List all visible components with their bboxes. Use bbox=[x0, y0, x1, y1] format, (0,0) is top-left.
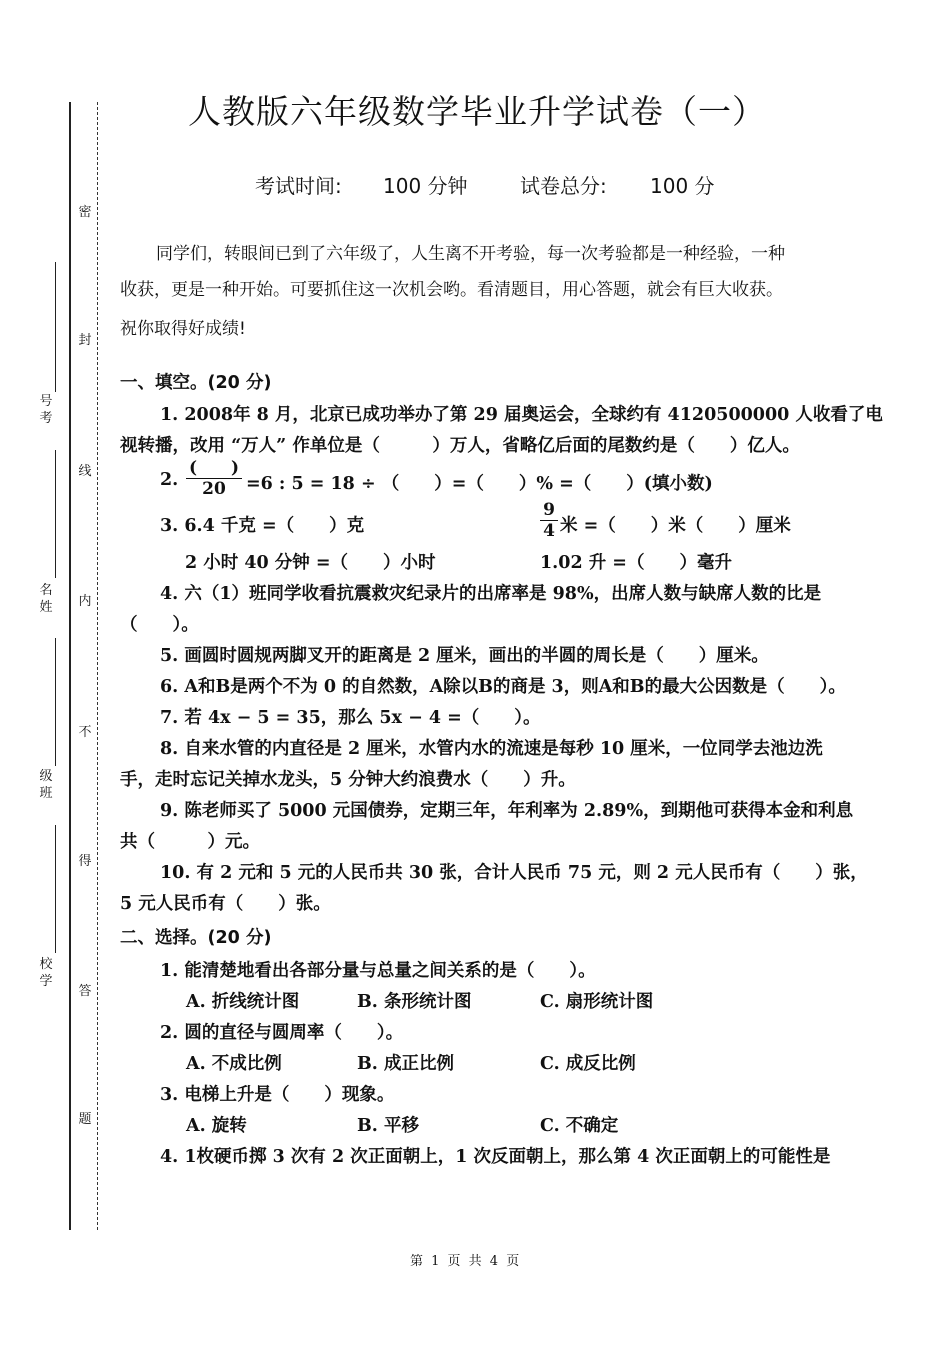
seal-char: 得 bbox=[78, 854, 92, 869]
choice-option-a: A. 旋转 bbox=[186, 1116, 247, 1136]
question-line: 共（ ）元。 bbox=[120, 832, 260, 852]
intro-line: 同学们，转眼间已到了六年级了，人生离不开考验，每一次考验都是一种经验，一种 bbox=[156, 244, 785, 264]
fraction-9-over-4 bbox=[540, 500, 558, 541]
seal-char: 题 bbox=[78, 1112, 92, 1127]
seal-char: 密 bbox=[78, 205, 92, 220]
question-line: =6 : 5 = 18 ÷ （ ）=（ ）% =（ ）(填小数) bbox=[246, 474, 713, 494]
exam-time-label: 考试时间: bbox=[255, 174, 342, 198]
label-class: 级班 bbox=[39, 769, 53, 801]
choice-option-a: A. 折线统计图 bbox=[186, 992, 300, 1012]
choice-option-b: B. 成正比例 bbox=[357, 1054, 454, 1074]
choice-option-c: C. 成反比例 bbox=[540, 1054, 636, 1074]
question-line: 7. 若 4x − 5 = 35，那么 5x − 4 =（ ）。 bbox=[160, 708, 541, 728]
choice-question: 2. 圆的直径与圆周率（ ）。 bbox=[160, 1023, 404, 1043]
question-number: 2. bbox=[160, 470, 179, 490]
seal-dashed-line bbox=[97, 102, 98, 1230]
field-line-exam-number bbox=[55, 262, 56, 392]
choice-option-a: A. 不成比例 bbox=[186, 1054, 282, 1074]
question-line: 视转播，改用 “万人” 作单位是（ ）万人，省略亿后面的尾数约是（ ）亿人。 bbox=[120, 436, 800, 456]
question-line: 2 小时 40 分钟 =（ ）小时 bbox=[185, 553, 436, 573]
label-name: 名姓 bbox=[39, 583, 53, 615]
question-line: 8. 自来水管的内直径是 2 厘米，水管内水的流速是每秒 10 厘米，一位同学去池边洗 bbox=[160, 739, 823, 759]
label-exam-number: 号考 bbox=[39, 394, 53, 426]
choice-option-b: B. 平移 bbox=[357, 1116, 419, 1136]
question-line: 10. 有 2 元和 5 元的人民币共 30 张，合计人民币 75 元，则 2 元人民币有（ ）张， bbox=[160, 863, 868, 883]
field-line-name bbox=[55, 450, 56, 578]
question-line: 1.02 升 =（ ）毫升 bbox=[540, 553, 732, 573]
choice-question: 3. 电梯上升是（ ）现象。 bbox=[160, 1085, 395, 1105]
question-line: （ ）。 bbox=[120, 615, 199, 635]
fraction-numerator: 9 bbox=[540, 500, 558, 521]
fraction-numerator: ( ) bbox=[186, 458, 242, 479]
intro-line: 祝你取得好成绩! bbox=[120, 319, 246, 339]
choice-option-b: B. 条形统计图 bbox=[357, 992, 472, 1012]
page-number: 第 1 页 共 4 页 bbox=[410, 1254, 522, 1269]
label-school: 校学 bbox=[39, 957, 53, 989]
question-line: 6. A和B是两个不为 0 的自然数，A除以B的商是 3，则A和B的最大公因数是（ ）。 bbox=[160, 677, 846, 697]
seal-char: 封 bbox=[78, 333, 92, 348]
section1-heading: 一、填空。(20 分) bbox=[120, 373, 272, 393]
choice-option-c: C. 不确定 bbox=[540, 1116, 619, 1136]
intro-line: 收获，更是一种开始。可要抓住这一次机会哟。看清题目，用心答题，就会有巨大收获。 bbox=[120, 280, 783, 300]
page-title: 人教版六年级数学毕业升学试卷（一） bbox=[188, 92, 766, 131]
field-line-school bbox=[55, 825, 56, 953]
question-line: 手，走时忘记关掉水龙头，5 分钟大约浪费水（ ）升。 bbox=[120, 770, 576, 790]
question-line: 5. 画圆时圆规两脚叉开的距离是 2 厘米，画出的半圆的周长是（ ）厘米。 bbox=[160, 646, 769, 666]
seal-char: 内 bbox=[78, 594, 92, 609]
choice-question: 4. 1枚硬币掷 3 次有 2 次正面朝上，1 次反面朝上，那么第 4 次正面朝上的可能性是 bbox=[160, 1147, 831, 1167]
seal-char: 答 bbox=[78, 984, 92, 999]
binding-line bbox=[69, 102, 71, 1230]
field-line-class bbox=[55, 638, 56, 766]
exam-time-value: 100 分钟 bbox=[383, 174, 468, 198]
question-line: 米 =（ ）米（ ）厘米 bbox=[560, 516, 791, 536]
seal-char: 线 bbox=[78, 464, 92, 479]
section2-heading: 二、选择。(20 分) bbox=[120, 928, 272, 948]
question-line: 4. 六（1）班同学收看抗震救灾纪录片的出席率是 98%，出席人数与缺席人数的比是 bbox=[160, 584, 822, 604]
fraction-blank-over-20 bbox=[186, 458, 242, 499]
seal-char: 不 bbox=[78, 725, 92, 740]
fraction-denominator: 4 bbox=[543, 521, 555, 541]
total-score-value: 100 分 bbox=[650, 174, 715, 198]
total-score-label: 试卷总分: bbox=[520, 174, 607, 198]
question-line: 9. 陈老师买了 5000 元国债券，定期三年，年利率为 2.89%，到期他可获得本金和利息 bbox=[160, 801, 854, 821]
choice-option-c: C. 扇形统计图 bbox=[540, 992, 654, 1012]
fraction-denominator: 20 bbox=[202, 479, 226, 499]
choice-question: 1. 能清楚地看出各部分量与总量之间关系的是（ ）。 bbox=[160, 961, 596, 981]
question-line: 1. 2008年 8 月，北京已成功举办了第 29 届奥运会，全球约有 4120500000 人收看了电 bbox=[160, 405, 883, 425]
question-line: 5 元人民币有（ ）张。 bbox=[120, 894, 331, 914]
question-line: 3. 6.4 千克 =（ ）克 bbox=[160, 516, 365, 536]
